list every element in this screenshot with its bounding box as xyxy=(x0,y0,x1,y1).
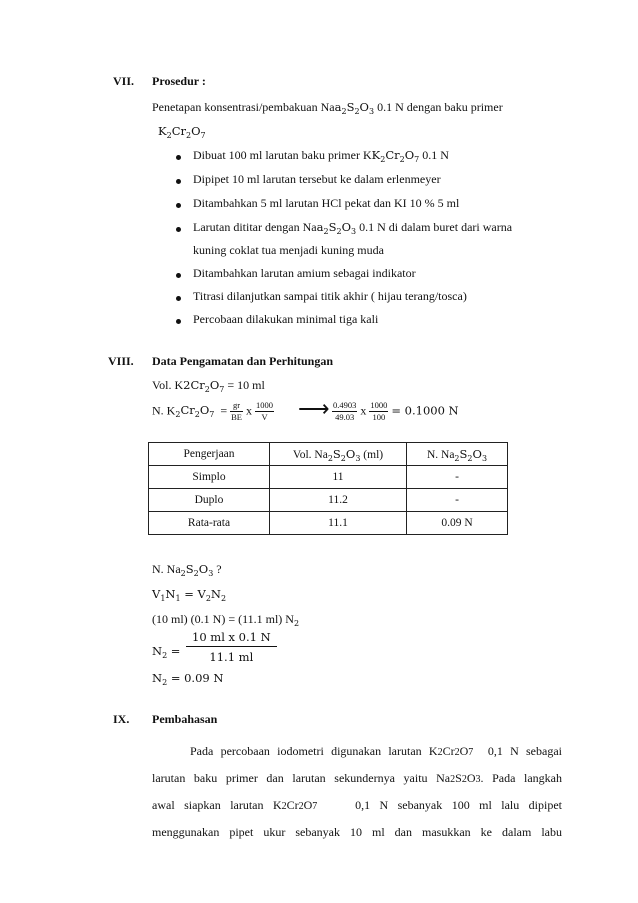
equation-n2-result: $N_2 = 0.09$ N xyxy=(152,671,224,687)
equation-n2-label: $N_2$ = xyxy=(152,644,181,660)
section-title-pembahasan: Pembahasan xyxy=(152,712,218,726)
discussion-line-1: Pada percobaan iodometri digunakan larutan K2Cr2O7 0,1 N sebagai xyxy=(190,744,562,758)
table-cell: 11.1 xyxy=(270,512,407,535)
procedure-intro: Penetapan konsentrasi/pembakuan $Naa_2S_2O_3$ 0.1 N dengan baku primer xyxy=(152,100,503,116)
arrow-icon: ⟶ xyxy=(298,396,330,421)
bullet-icon xyxy=(176,296,181,301)
procedure-step-3: Ditambahkan 5 ml larutan HCl pekat dan KI 10 % 5 ml xyxy=(193,196,460,210)
observation-table xyxy=(148,442,508,535)
formula-k2cr2o7: $K_2Cr_2O_7$ xyxy=(158,124,206,140)
question-normality: N. $Na_2S_2O_3$ ? xyxy=(152,562,222,578)
bullet-icon xyxy=(176,319,181,324)
procedure-step-6: Titrasi dilanjutkan sampai titik akhir ( hijau terang/tosca) xyxy=(193,289,467,303)
equation-substitution: (10 ml) (0.1 N) = (11.1 ml) $N_2$ xyxy=(152,612,300,628)
normality-calculation: $\frac{0.4903}{49.03}$ x $\frac{1000}{100}$ = 0.1000 N xyxy=(333,400,459,422)
table-row xyxy=(149,512,508,535)
table-header-row xyxy=(149,443,508,466)
procedure-step-1: Dibuat 100 ml larutan baku primer $KK_2Cr_2O_7$ 0.1 N xyxy=(193,148,449,164)
equation-v1n1: $V_1N_1 = V_2N_2$ xyxy=(152,587,227,603)
procedure-step-7: Percobaan dilakukan minimal tiga kali xyxy=(193,312,379,326)
section-number-ix: IX. xyxy=(113,712,130,726)
fraction-mass-be: $\frac{0.4903}{49.03}$ xyxy=(333,400,357,422)
discussion-line-2: larutan baku primer dan larutan sekundernya yaitu Na2S2O3. Pada langkah xyxy=(152,771,563,785)
bullet-icon xyxy=(176,203,181,208)
fraction-1000-v: $\frac{1000}{V}$ xyxy=(256,400,274,422)
equation-n2-fraction: 10 ml x 0.1 N 11.1 ml xyxy=(186,630,277,664)
section-number-vii: VII. xyxy=(113,74,135,88)
table-row xyxy=(149,489,508,512)
table-row xyxy=(149,466,508,489)
procedure-step-5: Ditambahkan larutan amium sebagai indikator xyxy=(193,266,416,280)
normality-formula: N. $K_2Cr_2O_7$ = $\frac{gr}{BE}$ x $\frac{1000}{V}$ xyxy=(152,400,274,422)
bullet-icon xyxy=(176,227,181,232)
table-cell: Rata-rata xyxy=(149,512,270,535)
procedure-step-2: Dipipet 10 ml larutan tersebut ke dalam erlenmeyer xyxy=(193,172,441,186)
table-cell: 11 xyxy=(270,466,407,489)
section-title-prosedur: Prosedur : xyxy=(152,74,206,88)
table-header-pengerjaan: Pengerjaan xyxy=(149,443,270,466)
table-cell: 0.09 N xyxy=(407,512,508,535)
bullet-icon xyxy=(176,155,181,160)
fraction-1000-100: $\frac{1000}{100}$ xyxy=(370,400,388,422)
procedure-step-4-continued: kuning coklat tua menjadi kuning muda xyxy=(193,243,384,257)
table-cell: - xyxy=(407,466,508,489)
discussion-line-4: menggunakan pipet ukur sebanyak 10 ml dan masukkan ke dalam labu xyxy=(152,825,562,839)
formula-na2s2o3: $a_2S_2O_3$ xyxy=(334,100,375,116)
section-title-data: Data Pengamatan dan Perhitungan xyxy=(152,354,334,368)
table-header-volume: Vol. $Na_2S_2O_3$ (ml) xyxy=(270,443,407,466)
table-cell: 11.2 xyxy=(270,489,407,512)
table-cell: Simplo xyxy=(149,466,270,489)
discussion-line-3: awal siapkan larutan K2Cr2O7 0,1 N sebanyak 100 ml lalu dipipet xyxy=(152,798,563,812)
bullet-icon xyxy=(176,179,181,184)
volume-statement: Vol. $K2Cr_2O_7 = 10$ ml xyxy=(152,378,265,394)
table-cell: Duplo xyxy=(149,489,270,512)
section-number-viii: VIII. xyxy=(108,354,134,368)
table-cell: - xyxy=(407,489,508,512)
fraction-gr-be: $\frac{gr}{BE}$ xyxy=(231,400,243,422)
bullet-icon xyxy=(176,273,181,278)
procedure-step-4: Larutan dititar dengan $Naa_2S_2O_3$ 0.1 N di dalam buret dari warna xyxy=(193,220,513,236)
table-header-normality: N. $Na_2S_2O_3$ xyxy=(407,443,508,466)
